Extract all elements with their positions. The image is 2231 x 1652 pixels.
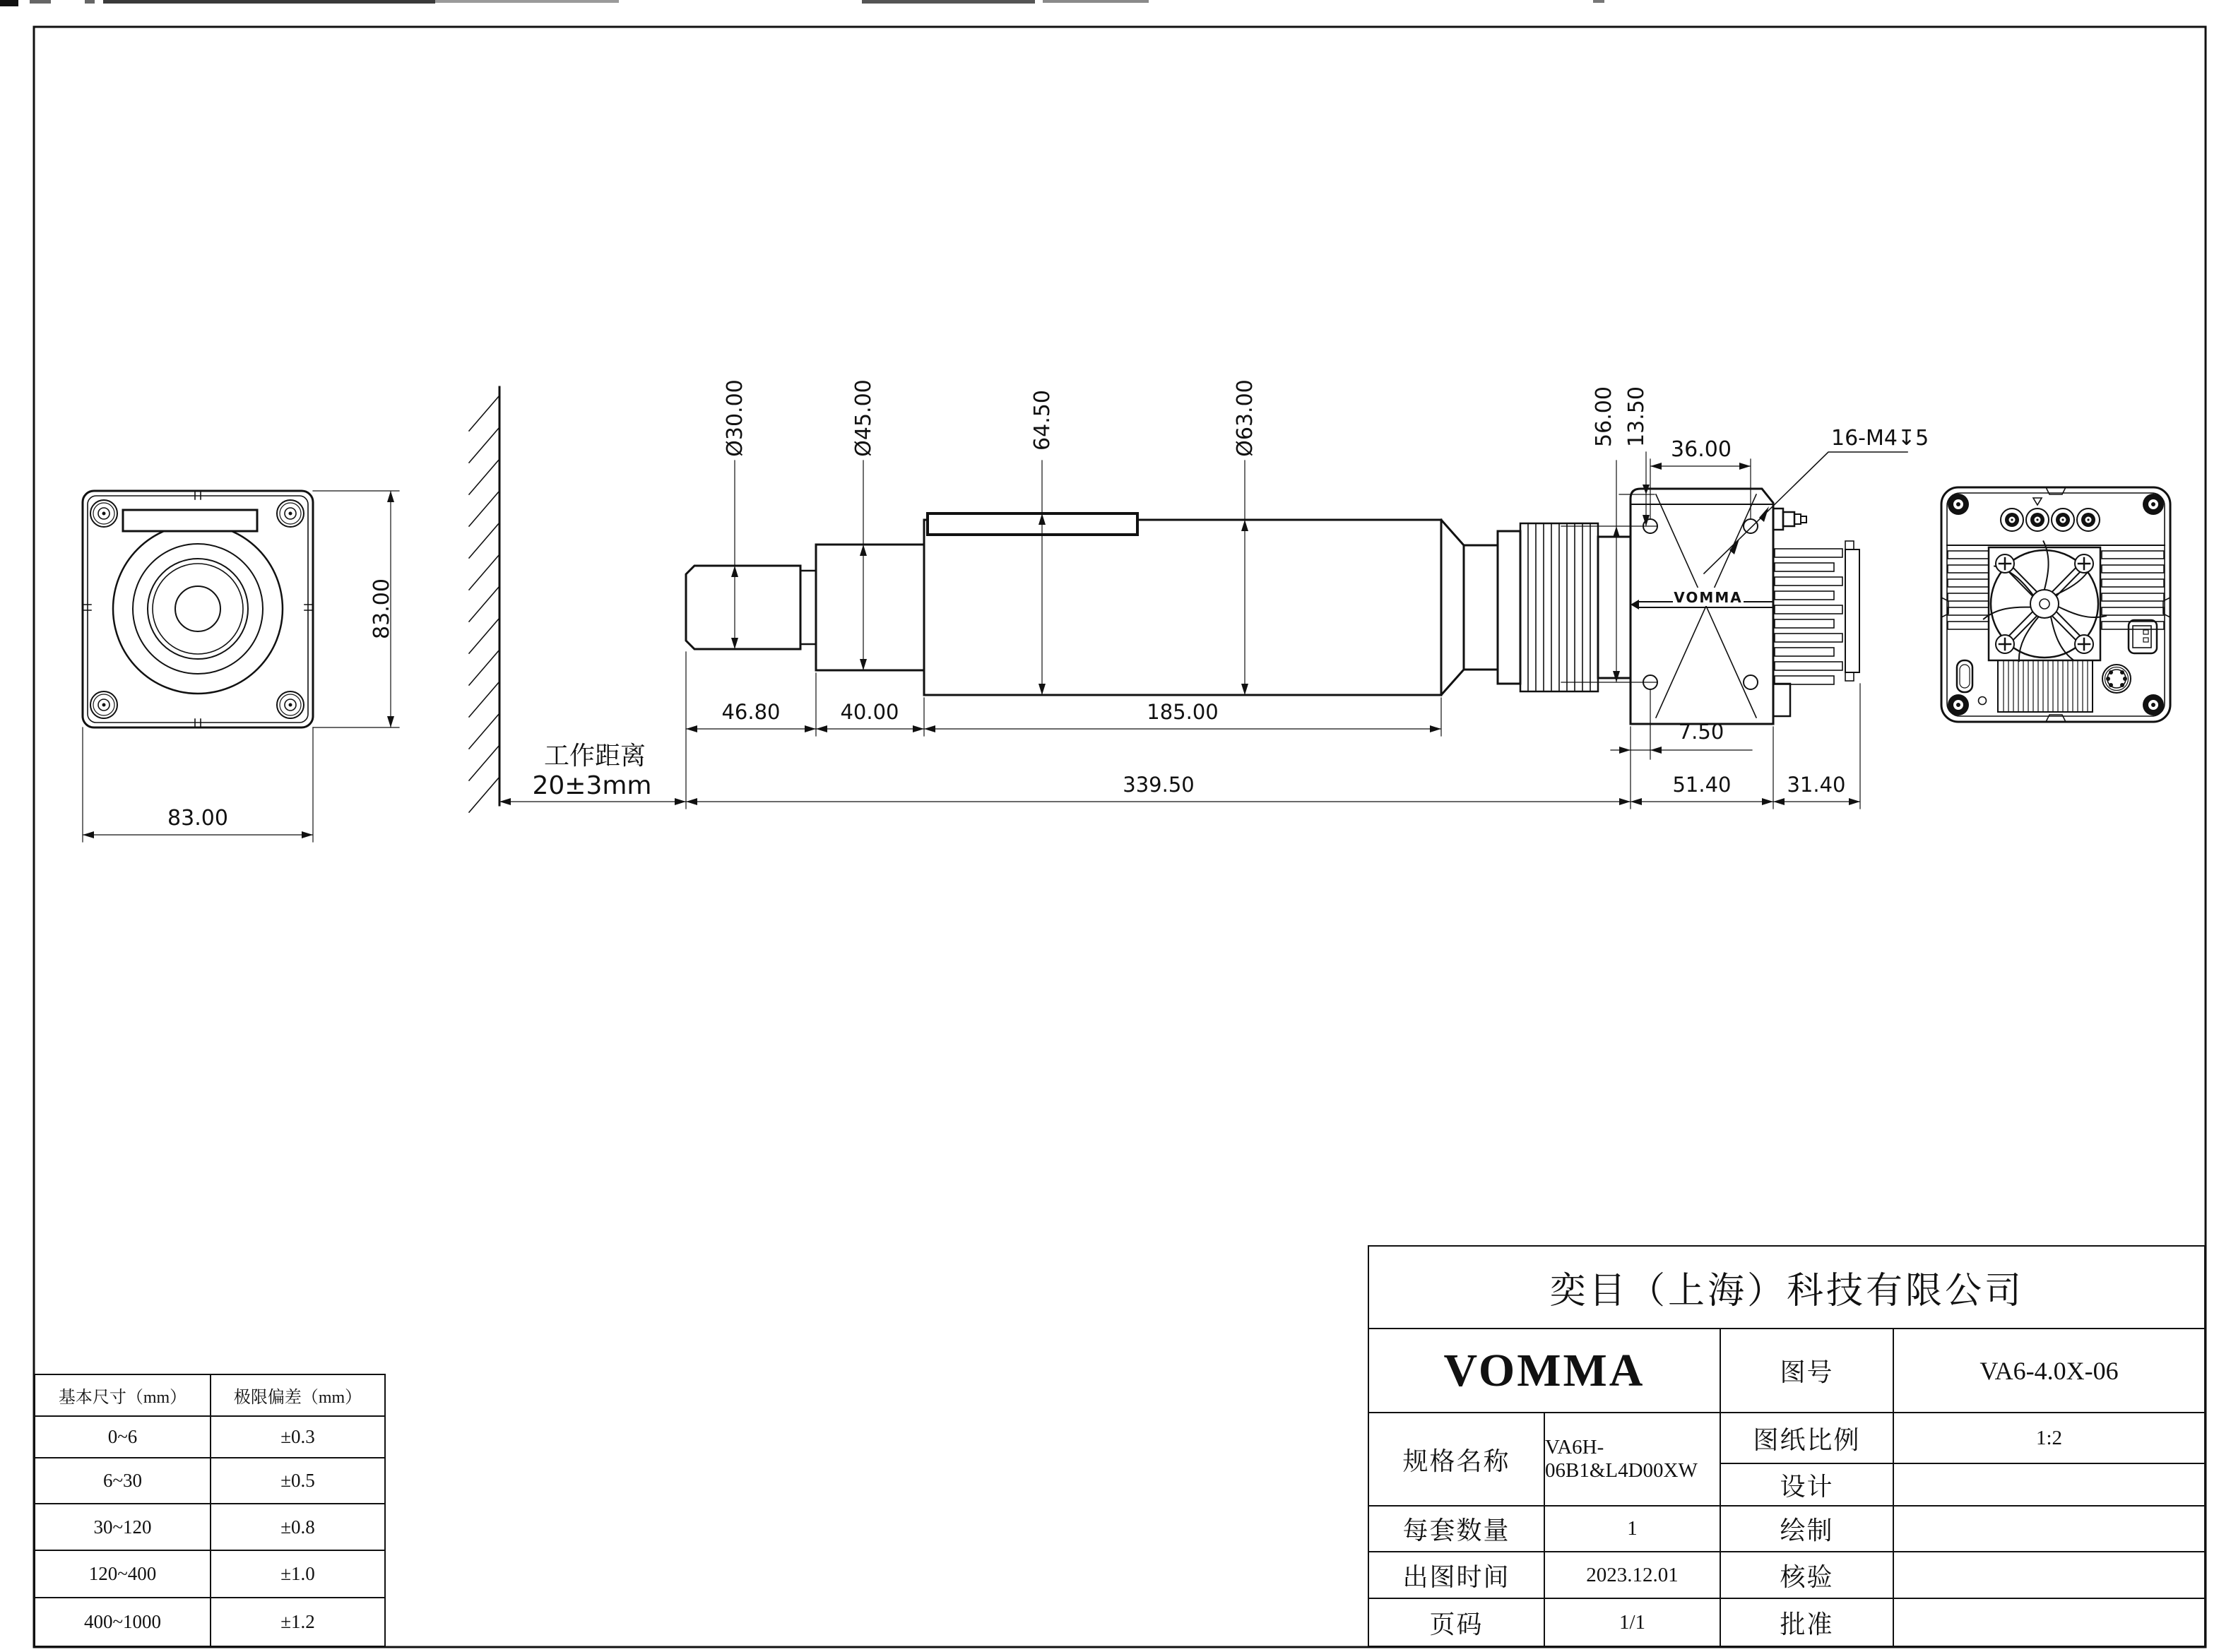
design-label: 设计 [1720, 1463, 1894, 1507]
barrel-cone [1441, 520, 1464, 695]
main-barrel [924, 520, 1441, 695]
tolerance-row-size: 6~30 [34, 1457, 211, 1504]
diameter-dims [723, 379, 1257, 695]
rear-right-fins [2102, 551, 2164, 629]
dim-13-5: 13.50 [1624, 386, 1649, 447]
camera-body [1631, 489, 1806, 724]
bottom-fin-comb [1998, 660, 2093, 712]
dim-56: 56.00 [1592, 386, 1616, 447]
heatsink-bracket [1845, 549, 1859, 672]
tolerance-row-size: 400~1000 [34, 1597, 211, 1647]
approve-value [1893, 1598, 2206, 1647]
dim-front-height: 83.00 [369, 578, 394, 639]
dim-7-5: 7.50 [1678, 720, 1724, 744]
tolerance-row-dev: ±0.5 [210, 1457, 386, 1504]
qty-value: 1 [1544, 1505, 1721, 1552]
page-label: 页码 [1368, 1598, 1545, 1647]
lens-ring [800, 571, 816, 644]
working-distance-label: 工作距离 [543, 742, 646, 771]
date-value: 2023.12.01 [1544, 1551, 1721, 1599]
side-view [469, 379, 1929, 812]
front-view [83, 491, 399, 842]
dim-51-4: 51.40 [1672, 773, 1732, 797]
fan-icon [1984, 541, 2106, 661]
qty-label: 每套数量 [1368, 1505, 1545, 1552]
side-heatsink [1775, 541, 1859, 684]
collar [1598, 537, 1631, 678]
working-distance-value: 20±3mm [532, 771, 652, 800]
front-corner-screws [90, 500, 304, 718]
dim-40: 40.00 [840, 700, 899, 724]
bottom-connector-stub [1773, 684, 1790, 716]
dim-dia63: Ø63.00 [1233, 379, 1257, 457]
tolerance-row-dev: ±1.2 [210, 1597, 386, 1647]
data-port [2129, 620, 2157, 653]
dim-185: 185.00 [1147, 700, 1219, 724]
dim-dia45: Ø45.00 [851, 379, 876, 457]
power-connector [2102, 665, 2131, 693]
thread-note: 16-M4↧5 [1831, 426, 1929, 451]
body-dims [1561, 386, 1929, 682]
barrel-label-plate [928, 513, 1137, 535]
tolerance-row-size: 0~6 [34, 1415, 211, 1458]
tolerance-row-dev: ±0.3 [210, 1415, 386, 1458]
length-dims-row2 [499, 652, 1860, 809]
date-label: 出图时间 [1368, 1551, 1545, 1599]
dim-36: 36.00 [1671, 437, 1732, 462]
dim-64-5: 64.50 [1030, 390, 1055, 451]
mount-hole [1744, 519, 1758, 533]
front-top-bar [123, 510, 257, 531]
tolerance-row-size: 30~120 [34, 1503, 211, 1551]
company-name: 奕目（上海）科技有限公司 [1368, 1245, 2206, 1329]
usb-c-port [1957, 660, 1972, 692]
tolerance-row-size: 120~400 [34, 1550, 211, 1598]
dim-front-width: 83.00 [167, 806, 228, 831]
tolerance-header-basic: 基本尺寸（mm） [34, 1374, 211, 1417]
drawing-no-value: VA6-4.0X-06 [1893, 1328, 2206, 1413]
lens-front-element [686, 566, 800, 649]
flange [1498, 531, 1520, 684]
sma-stub [1773, 509, 1806, 530]
draw-value [1893, 1505, 2206, 1552]
threaded-section [1520, 523, 1598, 691]
check-label: 核验 [1720, 1551, 1894, 1599]
tolerance-row-dev: ±0.8 [210, 1503, 386, 1551]
lens-mid-section [816, 545, 924, 670]
design-value [1893, 1463, 2206, 1507]
spec-value: VA6H-06B1&L4D00XW [1544, 1412, 1721, 1507]
page-value: 1/1 [1544, 1598, 1721, 1647]
scale-label: 图纸比例 [1720, 1412, 1894, 1464]
side-logo: VOMMA [1674, 589, 1743, 606]
tolerance-row-dev: ±1.0 [210, 1550, 386, 1598]
approve-label: 批准 [1720, 1598, 1894, 1647]
spec-label: 规格名称 [1368, 1412, 1545, 1507]
check-value [1893, 1551, 2206, 1599]
rear-left-fins [1948, 551, 1989, 629]
front-height-dim [313, 491, 399, 727]
coax-connectors [2001, 498, 2100, 531]
wall-hatch [469, 387, 499, 812]
lens-aperture [175, 586, 220, 631]
rear-view [1941, 487, 2170, 722]
dim-46-8: 46.80 [721, 700, 781, 724]
dim-31-4: 31.40 [1787, 773, 1846, 797]
front-width-dim [83, 727, 313, 842]
brand-logo: VOMMA [1368, 1328, 1721, 1413]
drawing-no-label: 图号 [1720, 1328, 1894, 1413]
tolerance-header-deviation: 极限偏差（mm） [210, 1374, 386, 1417]
dim-dia30: Ø30.00 [723, 379, 747, 457]
length-dims-row1 [686, 673, 1441, 736]
draw-label: 绘制 [1720, 1505, 1894, 1552]
scale-value: 1:2 [1893, 1412, 2206, 1464]
mount-hole [1744, 675, 1758, 689]
dim-339-5: 339.50 [1123, 773, 1195, 797]
index-triangle-icon [2033, 498, 2042, 505]
led-indicator [1979, 697, 1987, 705]
lens-ring-outer [113, 524, 283, 694]
